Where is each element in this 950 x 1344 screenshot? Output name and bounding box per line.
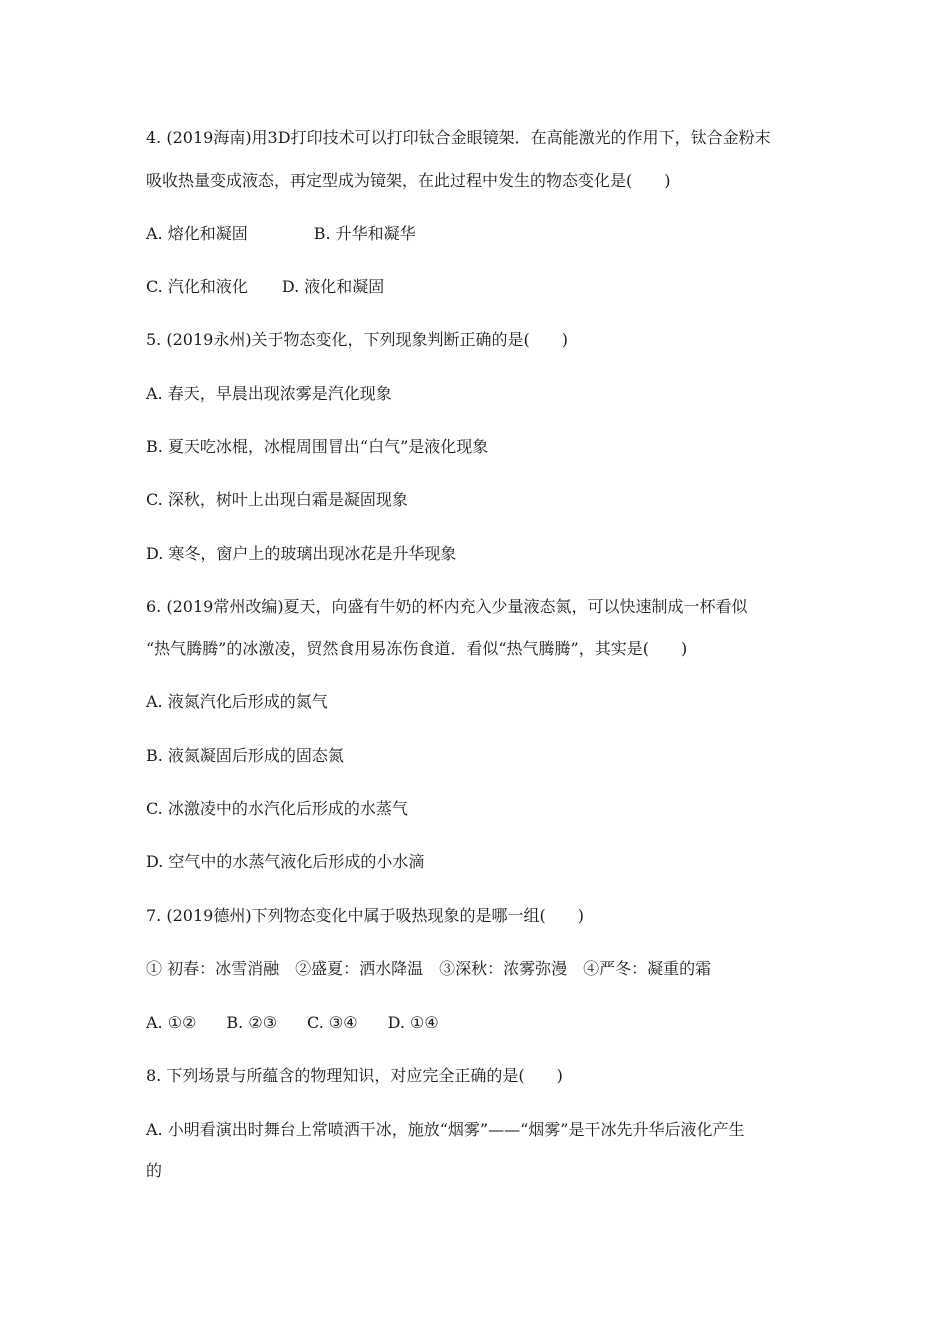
question-4-option-a: A. 熔化和凝固 [146,224,248,243]
question-7-stem: 7. (2019德州)下列物态变化中属于吸热现象的是哪一组( ) [146,906,585,925]
question-5-option-c: C. 深秋，树叶上出现白霜是凝固现象 [146,490,408,509]
question-8-option-a-line-2: 的 [146,1161,163,1180]
question-4-stem-line-1: 4. (2019海南)用3D打印技术可以打印钛合金眼镜架．在高能激光的作用下，钛合金粉末 [146,128,771,147]
question-7-statements: ① 初春：冰雪消融 ②盛夏：洒水降温 ③深秋：浓雾弥漫 ④严冬：凝重的霜 [146,959,712,978]
question-6-option-a: A. 液氮汽化后形成的氮气 [146,692,328,711]
question-5-stem: 5. (2019永州)关于物态变化，下列现象判断正确的是( ) [146,330,569,349]
question-6-option-b: B. 液氮凝固后形成的固态氮 [146,746,344,765]
question-4-option-d: D. 液化和凝固 [281,277,385,296]
question-5-option-a: A. 春天，早晨出现浓雾是汽化现象 [146,384,392,403]
question-7-option-b: B. ②③ [226,1013,278,1032]
question-4-options-row-1 [146,224,416,244]
question-7-option-c: C. ③④ [307,1013,358,1032]
question-4-stem-line-2: 吸收热量变成液态，再定型成为镜架，在此过程中发生的物态变化是( ) [146,171,671,190]
question-5-option-d: D. 寒冬，窗户上的玻璃出现冰花是升华现象 [146,544,457,563]
question-6-option-d: D. 空气中的水蒸气液化后形成的小水滴 [146,852,425,871]
question-7-options-row [146,1013,439,1033]
question-4-option-b: B. 升华和凝华 [313,224,416,243]
question-7-option-d: D. ①④ [387,1013,439,1032]
question-6-stem-line-1: 6. (2019常州改编)夏天，向盛有牛奶的杯内充入少量液态氮，可以快速制成一杯看似 [146,597,748,616]
question-8-stem: 8. 下列场景与所蕴含的物理知识，对应完全正确的是( ) [146,1066,563,1085]
question-6-option-c: C. 冰激凌中的水汽化后形成的水蒸气 [146,799,408,818]
question-6-stem-line-2: “热气腾腾”的冰激凌，贸然食用易冻伤食道．看似“热气腾腾”，其实是( ) [146,639,688,658]
question-7-option-a: A. ①② [146,1013,197,1032]
question-4-option-c: C. 汽化和液化 [146,277,248,296]
question-4-options-row-2 [146,277,384,297]
question-8-option-a-line-1: A. 小明看演出时舞台上常喷洒干冰，施放“烟雾”——“烟雾”是干冰先升华后液化产生 [146,1120,745,1139]
question-5-option-b: B. 夏天吃冰棍，冰棍周围冒出“白气”是液化现象 [146,437,489,456]
